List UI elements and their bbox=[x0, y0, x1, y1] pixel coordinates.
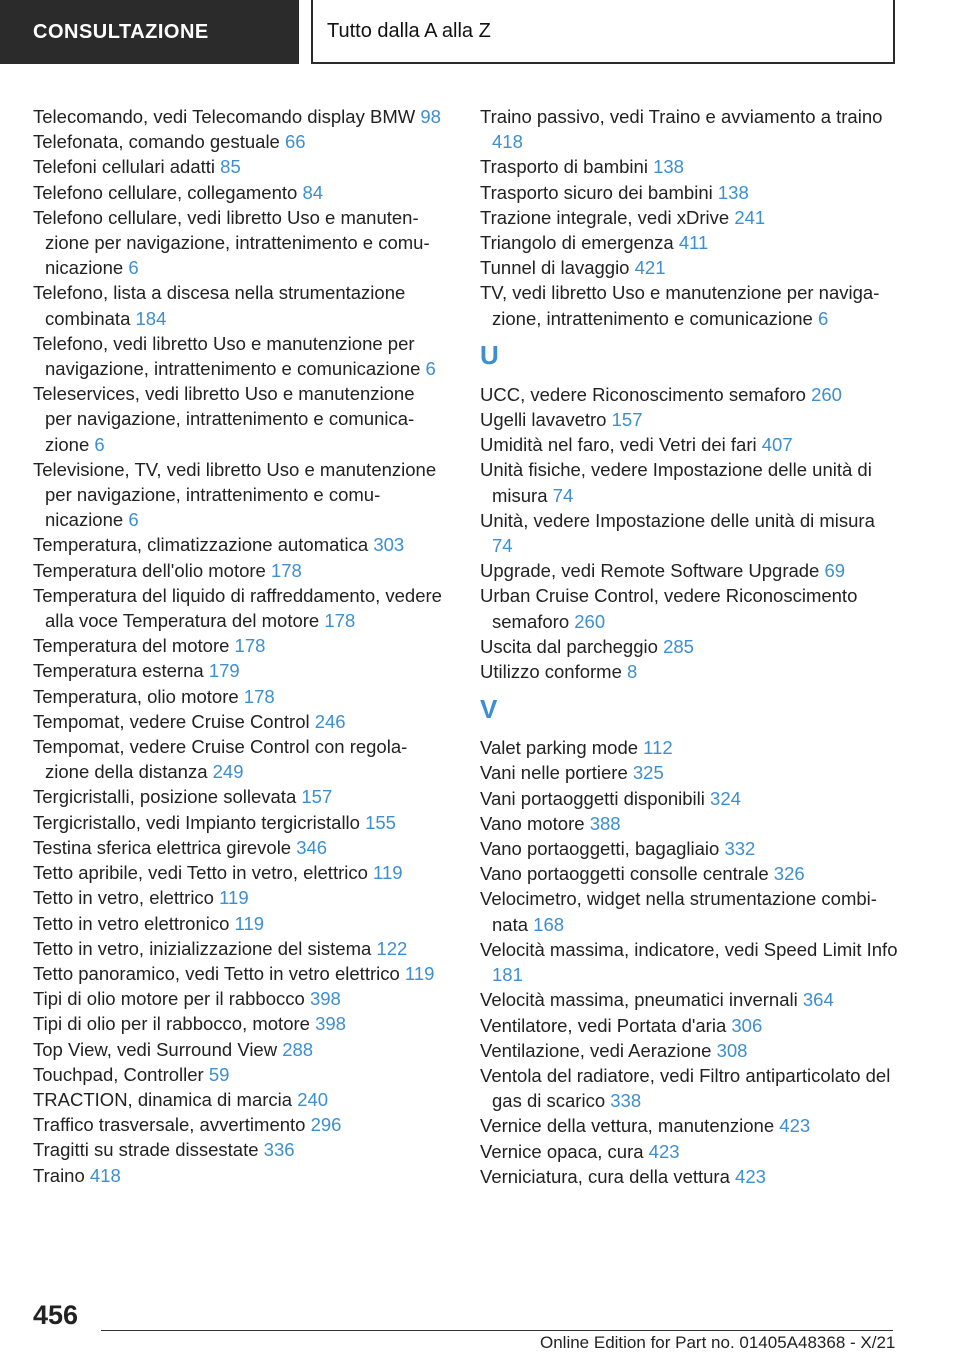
page-link[interactable]: 398 bbox=[309, 988, 341, 1010]
index-entry bbox=[33, 961, 443, 986]
index-entry bbox=[33, 885, 443, 910]
page-link[interactable]: 112 bbox=[643, 737, 673, 759]
page-link[interactable]: 346 bbox=[296, 836, 328, 858]
index-entry bbox=[33, 331, 443, 381]
page-link[interactable]: 178 bbox=[243, 685, 275, 707]
index-entry bbox=[480, 987, 900, 1012]
page-link[interactable]: 119 bbox=[219, 887, 249, 909]
entry-text: Tergicristalli, posizione sollevata bbox=[33, 786, 297, 808]
page-link[interactable]: 296 bbox=[310, 1114, 342, 1136]
index-entry bbox=[480, 230, 900, 255]
entry-text: Teleservices, vedi libretto Uso e manutenzione per navigazione, intrattenimento e comunicazione bbox=[33, 383, 415, 455]
entry-text: Vano portaoggetti consolle centrale bbox=[480, 863, 769, 885]
page-link[interactable]: 326 bbox=[773, 863, 805, 885]
index-entry bbox=[480, 583, 900, 633]
index-entry bbox=[480, 180, 900, 205]
page-link[interactable]: 6 bbox=[128, 509, 139, 531]
index-entry bbox=[33, 936, 443, 961]
page-link[interactable]: 85 bbox=[220, 156, 241, 178]
entry-text: Temperatura dell'olio motore bbox=[33, 559, 266, 581]
index-entry bbox=[33, 709, 443, 734]
index-entry bbox=[480, 1139, 900, 1164]
entry-text: Trasporto sicuro dei bambini bbox=[480, 181, 713, 203]
entry-text: Vano portaoggetti, bagagliaio bbox=[480, 838, 720, 860]
index-group-t bbox=[480, 104, 900, 331]
entry-text: Temperatura del liquido di raffreddamento, vedere alla voce Temperatura del motore bbox=[33, 584, 442, 632]
index-entry bbox=[480, 255, 900, 280]
page-header bbox=[0, 0, 960, 66]
page-link[interactable]: 119 bbox=[404, 962, 435, 984]
entry-text: Touchpad, Controller bbox=[33, 1063, 204, 1085]
index-entry bbox=[33, 1062, 443, 1087]
index-entry bbox=[33, 1137, 443, 1162]
index-entry bbox=[33, 381, 443, 457]
entry-text: Tipi di olio per il rabbocco, motore bbox=[33, 1013, 310, 1035]
entry-text: Triangolo di emergenza bbox=[480, 232, 674, 254]
page-link[interactable]: 74 bbox=[552, 484, 574, 506]
page-link[interactable]: 98 bbox=[420, 106, 441, 127]
page-link[interactable]: 178 bbox=[324, 610, 356, 632]
entry-text: Tempomat, vedere Cruise Control con regolazione della distanza bbox=[33, 736, 408, 783]
entry-text: Telefono cellulare, vedi libretto Uso e manutenzione per navigazione, intrattenimento e comunicazione bbox=[33, 206, 430, 279]
entry-text: Telefono, lista a discesa nella strumentazione combinata bbox=[33, 282, 406, 329]
page-link[interactable]: 157 bbox=[611, 409, 643, 431]
page-link[interactable]: 418 bbox=[89, 1164, 121, 1186]
page-link[interactable]: 332 bbox=[724, 838, 756, 860]
page-link[interactable]: 423 bbox=[735, 1165, 766, 1187]
index-entry bbox=[480, 760, 900, 785]
section-tab: CONSULTAZIONE bbox=[0, 0, 299, 64]
index-entry bbox=[33, 1011, 443, 1036]
index-entry bbox=[480, 634, 900, 659]
page-link[interactable]: 249 bbox=[212, 761, 244, 783]
page-link[interactable]: 423 bbox=[648, 1140, 680, 1162]
page-link[interactable]: 6 bbox=[818, 307, 829, 329]
entry-text: Upgrade, vedi Remote Software Upgrade bbox=[480, 560, 820, 582]
entry-text: Telefonata, comando gestuale bbox=[33, 131, 280, 153]
index-entry bbox=[33, 457, 443, 533]
index-entry bbox=[33, 154, 443, 179]
entry-text: Urban Cruise Control, vedere Riconoscimento semaforo bbox=[480, 585, 858, 632]
entry-text: Velocità massima, pneumatici invernali bbox=[480, 989, 798, 1011]
entry-text: Testina sferica elettrica girevole bbox=[33, 836, 292, 858]
index-entry bbox=[480, 407, 900, 432]
index-entry bbox=[33, 835, 443, 860]
entry-text: Ugelli lavavetro bbox=[480, 409, 607, 431]
index-entry bbox=[33, 180, 443, 205]
page-link[interactable]: 69 bbox=[824, 560, 846, 582]
index-entry bbox=[480, 104, 900, 154]
page-link[interactable]: 59 bbox=[208, 1063, 230, 1085]
index-entry bbox=[480, 886, 900, 936]
index-entry bbox=[480, 432, 900, 457]
entry-text: Tetto apribile, vedi Tetto in vetro, elettrico bbox=[33, 862, 368, 884]
entry-text: Umidità nel faro, vedi Vetri dei fari bbox=[480, 434, 757, 456]
page-link[interactable]: 246 bbox=[314, 710, 346, 732]
entry-text: TV, vedi libretto Uso e manutenzione per navigazione, intrattenimento e comunicazione bbox=[480, 282, 880, 329]
entry-text: Tetto in vetro, inizializzazione del sistema bbox=[33, 937, 372, 959]
index-entry bbox=[33, 1087, 443, 1112]
entry-text: Telefono cellulare, collegamento bbox=[33, 181, 298, 203]
index-entry bbox=[33, 986, 443, 1011]
page-link[interactable]: 179 bbox=[208, 660, 240, 682]
page-link[interactable]: 74 bbox=[492, 535, 513, 557]
page-link[interactable]: 6 bbox=[425, 358, 436, 380]
index-entry bbox=[480, 836, 900, 861]
entry-text: Uscita dal parcheggio bbox=[480, 635, 658, 657]
index-entry bbox=[480, 1038, 900, 1063]
entry-text: Temperatura del motore bbox=[33, 635, 230, 657]
index-column-left bbox=[33, 104, 443, 1188]
entry-text: Televisione, TV, vedi libretto Uso e manutenzione per navigazione, intrattenimento e comunicazione bbox=[33, 458, 437, 531]
page-link[interactable]: 181 bbox=[492, 964, 523, 986]
entry-text: Traffico trasversale, avvertimento bbox=[33, 1114, 306, 1136]
page-link[interactable]: 157 bbox=[301, 786, 333, 808]
index-entry bbox=[33, 1163, 443, 1188]
page-link[interactable]: 178 bbox=[270, 559, 302, 581]
entry-text: Tempomat, vedere Cruise Control bbox=[33, 710, 310, 732]
page-link[interactable]: 240 bbox=[297, 1088, 329, 1110]
page-link[interactable]: 84 bbox=[302, 181, 324, 203]
page-link[interactable]: 260 bbox=[811, 383, 842, 405]
entry-text: Traino passivo, vedi Traino e avviamento a traino bbox=[480, 106, 883, 127]
page-link[interactable]: 119 bbox=[234, 912, 265, 934]
index-entry bbox=[480, 382, 900, 407]
page-number: 456 bbox=[33, 1300, 79, 1330]
index-entry bbox=[480, 659, 900, 684]
page-link[interactable]: 325 bbox=[632, 762, 664, 784]
entry-text: Top View, vedi Surround View bbox=[33, 1038, 278, 1060]
index-entry bbox=[33, 205, 443, 281]
entry-text: Tipi di olio motore per il rabbocco bbox=[33, 988, 305, 1010]
index-entry bbox=[480, 280, 900, 330]
page-link[interactable]: 423 bbox=[779, 1115, 811, 1137]
index-entry bbox=[33, 784, 443, 809]
entry-text: Velocità massima, indicatore, vedi Speed Limit Info bbox=[480, 938, 898, 960]
entry-text: Tunnel di lavaggio bbox=[480, 257, 630, 279]
entry-text: Ventilazione, vedi Aerazione bbox=[480, 1039, 712, 1061]
page-link[interactable]: 285 bbox=[663, 635, 694, 657]
index-entry bbox=[480, 937, 900, 987]
index-letter-u: U bbox=[480, 340, 499, 371]
index-entry bbox=[480, 735, 900, 760]
page-link[interactable]: 421 bbox=[634, 257, 666, 279]
entry-text: Verniciatura, cura della vettura bbox=[480, 1165, 730, 1187]
page-link[interactable]: 411 bbox=[678, 232, 709, 254]
index-group-u bbox=[480, 382, 900, 684]
entry-text: Vano motore bbox=[480, 812, 585, 834]
index-entry bbox=[480, 154, 900, 179]
page-link[interactable]: 407 bbox=[761, 434, 793, 456]
page-link[interactable]: 306 bbox=[731, 1014, 763, 1036]
page-link[interactable]: 178 bbox=[234, 635, 266, 657]
page-link[interactable]: 288 bbox=[282, 1038, 314, 1060]
page-link[interactable]: 138 bbox=[653, 156, 684, 178]
entry-text: Tergicristallo, vedi Impianto tergicristallo bbox=[33, 811, 360, 833]
entry-text: Temperatura esterna bbox=[33, 660, 204, 682]
subsection-tab: Tutto dalla A alla Z bbox=[311, 0, 895, 64]
entry-text: Tetto in vetro elettronico bbox=[33, 912, 230, 934]
page-link[interactable]: 6 bbox=[94, 433, 105, 455]
entry-text: Unità, vedere Impostazione delle unità di misura bbox=[480, 509, 875, 531]
index-entry bbox=[33, 633, 443, 658]
index-column-right bbox=[480, 104, 900, 1189]
index-entry bbox=[33, 684, 443, 709]
entry-text: Tragitti su strade dissestate bbox=[33, 1139, 259, 1161]
index-entry bbox=[480, 786, 900, 811]
entry-text: Valet parking mode bbox=[480, 737, 639, 759]
page-link[interactable]: 155 bbox=[365, 811, 396, 833]
entry-text: Vani nelle portiere bbox=[480, 762, 628, 784]
entry-text: Vernice della vettura, manutenzione bbox=[480, 1115, 775, 1137]
index-entry bbox=[33, 583, 443, 633]
entry-text: Unità fisiche, vedere Impostazione delle unità di misura bbox=[480, 459, 872, 506]
entry-text: Ventola del radiatore, vedi Filtro antiparticolato del gas di scarico bbox=[480, 1064, 891, 1112]
entry-text: Trazione integrale, vedi xDrive bbox=[480, 206, 730, 228]
footer-divider bbox=[101, 1330, 893, 1331]
page-link[interactable]: 336 bbox=[263, 1139, 295, 1161]
page-link[interactable]: 6 bbox=[128, 257, 139, 279]
index-entry bbox=[33, 129, 443, 154]
index-entry bbox=[480, 1113, 900, 1138]
index-entry bbox=[33, 104, 443, 129]
page-link[interactable]: 122 bbox=[376, 937, 408, 959]
page-link[interactable]: 241 bbox=[734, 206, 766, 228]
entry-text: TRACTION, dinamica di marcia bbox=[33, 1088, 293, 1110]
index-entry bbox=[480, 1164, 900, 1189]
entry-text: Velocimetro, widget nella strumentazione combinata bbox=[480, 888, 877, 935]
entry-text: Temperatura, olio motore bbox=[33, 685, 239, 707]
page-link[interactable]: 398 bbox=[315, 1013, 346, 1035]
page-link[interactable]: 8 bbox=[627, 661, 638, 683]
index-entry bbox=[480, 457, 900, 507]
index-entry bbox=[33, 658, 443, 683]
index-entry bbox=[480, 558, 900, 583]
index-entry bbox=[33, 558, 443, 583]
entry-text: Traino bbox=[33, 1164, 85, 1186]
entry-text: Vani portaoggetti disponibili bbox=[480, 787, 705, 809]
entry-text: UCC, vedere Riconoscimento semaforo bbox=[480, 383, 806, 405]
index-entry bbox=[480, 1013, 900, 1038]
entry-text: Trasporto di bambini bbox=[480, 156, 648, 178]
page-link[interactable]: 184 bbox=[135, 307, 167, 329]
page-link[interactable]: 168 bbox=[533, 913, 565, 935]
edition-note: Online Edition for Part no. 01405A48368 - X/21 bbox=[540, 1333, 896, 1352]
index-entry bbox=[33, 860, 443, 885]
page-link[interactable]: 364 bbox=[802, 989, 834, 1011]
entry-text: Telefoni cellulari adatti bbox=[33, 156, 216, 178]
index-letter-v: V bbox=[480, 693, 498, 724]
page-link[interactable]: 308 bbox=[716, 1039, 748, 1061]
entry-text: Telecomando, vedi Telecomando display BMW bbox=[33, 106, 416, 127]
page-link[interactable]: 260 bbox=[574, 610, 606, 632]
page-link[interactable]: 66 bbox=[284, 131, 306, 153]
entry-text: Tetto in vetro, elettrico bbox=[33, 887, 214, 909]
entry-text: Telefono, vedi libretto Uso e manutenzione per navigazione, intrattenimento e comunicazione bbox=[33, 332, 421, 380]
page-link[interactable]: 388 bbox=[589, 812, 621, 834]
index-entry bbox=[480, 861, 900, 886]
page-link[interactable]: 338 bbox=[610, 1090, 642, 1112]
entry-text: Utilizzo conforme bbox=[480, 661, 622, 683]
page-link[interactable]: 324 bbox=[710, 787, 741, 809]
index-group-v bbox=[480, 735, 900, 1189]
index-entry bbox=[480, 811, 900, 836]
index-entry bbox=[33, 280, 443, 330]
entry-text: Vernice opaca, cura bbox=[480, 1140, 644, 1162]
index-entry bbox=[480, 205, 900, 230]
index-entry bbox=[480, 1063, 900, 1113]
index-entry bbox=[33, 810, 443, 835]
index-entry bbox=[33, 1037, 443, 1062]
page-link[interactable]: 418 bbox=[492, 131, 523, 153]
index-entry bbox=[480, 508, 900, 558]
page-link[interactable]: 119 bbox=[373, 862, 403, 884]
entry-text: Ventilatore, vedi Portata d'aria bbox=[480, 1014, 727, 1036]
index-entry bbox=[33, 911, 443, 936]
page-link[interactable]: 303 bbox=[373, 534, 405, 556]
entry-text: Tetto panoramico, vedi Tetto in vetro elettrico bbox=[33, 962, 400, 984]
entry-text: Temperatura, climatizzazione automatica bbox=[33, 534, 369, 556]
index-entry bbox=[33, 1112, 443, 1137]
index-entry bbox=[33, 734, 443, 784]
page-link[interactable]: 138 bbox=[717, 181, 749, 203]
index-entry bbox=[33, 532, 443, 557]
